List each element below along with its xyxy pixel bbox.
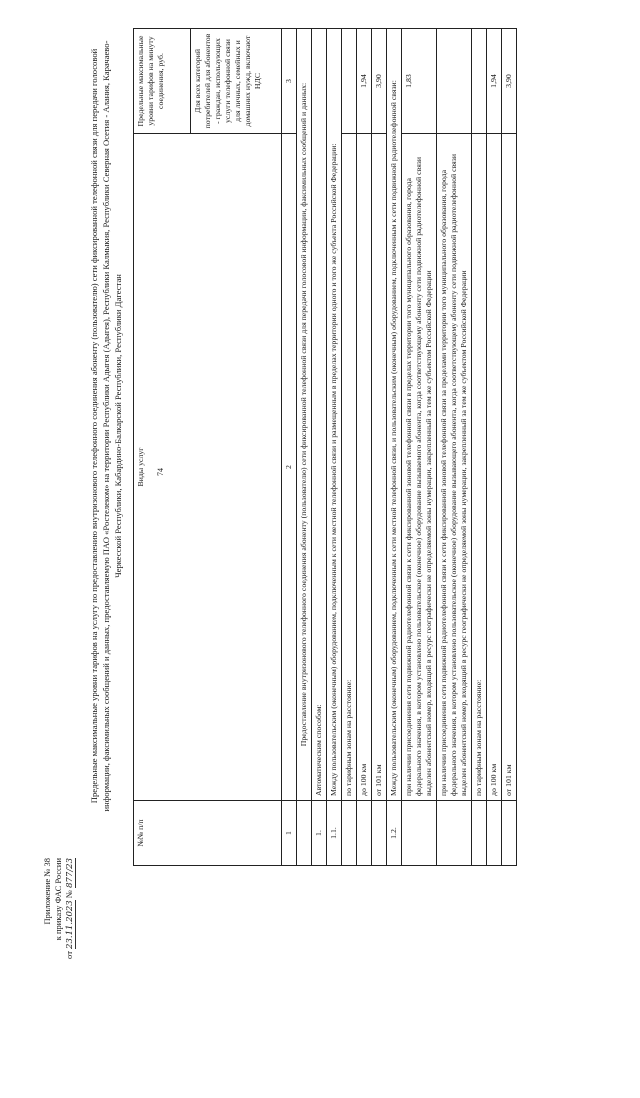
col-number-1: 1	[282, 801, 297, 866]
row-num	[342, 801, 357, 866]
page-number: 74	[156, 468, 165, 476]
table-row	[502, 29, 517, 866]
col-number-2: 2	[282, 134, 297, 801]
row-text: от 101 км	[372, 134, 387, 801]
table-row	[472, 29, 487, 866]
row-text: Автоматическим способом:	[312, 29, 327, 801]
table-row	[342, 29, 357, 866]
row-num	[357, 801, 372, 866]
row-value: 1,83	[402, 29, 437, 134]
table-row	[312, 29, 327, 866]
header-num: №№ п/п	[134, 801, 282, 866]
number-prefix: №	[64, 890, 74, 899]
row-text: по тарифным зонам на расстояние:	[472, 134, 487, 801]
row-num	[502, 801, 517, 866]
row-text: Между пользовательским (оконечным) оборудованием, подключенным к сети местной телефонной связи, и пользовательским (оконечным) оборудованием, подключенным к сети подвижной радиотелефонной связи:	[387, 29, 402, 801]
row-text: Между пользовательским (оконечным) оборудованием, подключенным к сети местной телефонной связи и размещенным в пределах территории одного и того же субъекта Российской Федерации:	[327, 29, 342, 801]
document-title: Предельные максимальные уровни тарифов на услугу по предоставлению внутризонового телефонного соединения абоненту (пользователю) сети фиксированной телефонной связи для передачи голосовой информации, факсимильных сообщений и данных, предоставляемую ПАО «Ростелеком» на территории Республики Адыгея (Адыгея), Республики Калмыкия, Республики Северная Осетия - Алания, Карачаево-Черкесской Республики, Кабардино-Балкарской Республики, Республики Дагестан	[89, 40, 123, 812]
row-text: от 101 км	[502, 134, 517, 801]
row-value: 1,94	[487, 29, 502, 134]
row-num	[372, 801, 387, 866]
row-num	[472, 801, 487, 866]
row-num	[487, 801, 502, 866]
row-text: по тарифным зонам на расстояние:	[342, 134, 357, 801]
table-row	[402, 29, 437, 866]
row-value	[437, 29, 472, 134]
row-num: 1.1.	[327, 801, 342, 866]
handwritten-order-number: 877/23	[65, 858, 75, 888]
row-num	[437, 801, 472, 866]
row-value: 1,94	[357, 29, 372, 134]
row-text: при наличии присоединения сети подвижной радиотелефонной связи к сети фиксированной зоновой телефонной связи за пределами территории того муниципального образования, города федерального значения, в котором установлено пользовательское (оконечное) оборудование вызывающего абонента, когда соответствующему абоненту сети подвижной радиотелефонной связи выделен абонентский номер, входящий в ресурс географически не определяемой зоны нумерации, закрепленный за тем же субъектом Российской Федерации	[437, 134, 472, 801]
row-value	[342, 29, 357, 134]
row-num: 1.2.	[387, 801, 402, 866]
appendix-title: Приложение № 38	[42, 858, 52, 925]
handwritten-date: 23.11.2023	[65, 900, 75, 949]
row-text: при наличии присоединения сети подвижной радиотелефонной связи к сети фиксированной зоновой телефонной связи в пределах территории того муниципального образования, города федерального значения, в котором установлено пользовательское (оконечное) оборудование вызываемого абонента, когда соответствующему абоненту сети подвижной радиотелефонной связи выделен абонентский номер, входящий в ресурс географически не определяемой зоны нумерации, закрепленный за тем же субъектом Российской Федерации	[402, 134, 437, 801]
appendix-date-line	[64, 858, 76, 1098]
table-row	[357, 29, 372, 866]
header-tariff-category: Для всех категорий потребителей для абонентов - граждан, использующих услуги телефонной связи для личных, семейных и домашних нужд, включают НДС	[191, 29, 282, 134]
section-num	[297, 801, 312, 866]
row-num: 1.	[312, 801, 327, 866]
date-prefix: от	[64, 951, 74, 959]
tariff-table	[133, 28, 517, 866]
appendix-order-ref: к приказу ФАС России	[53, 858, 63, 941]
table-row	[372, 29, 387, 866]
row-num	[402, 801, 437, 866]
row-value: 3,90	[502, 29, 517, 134]
header-tariffs: Предельные максимальные уровни тарифов на минуту соединения, руб.	[134, 29, 191, 134]
section-title: Предоставление внутризонового телефонного соединения абоненту (пользователю) сети фиксированной телефонной связи для передачи голосовой информации, факсимильных сообщений и данных:	[297, 29, 312, 801]
row-value: 3,90	[372, 29, 387, 134]
row-text: до 100 км	[357, 134, 372, 801]
table-row	[487, 29, 502, 866]
col-number-3: 3	[282, 29, 297, 134]
table-row	[437, 29, 472, 866]
table-row	[387, 29, 402, 866]
table-row	[327, 29, 342, 866]
appendix-header	[42, 858, 76, 1098]
header-services: Виды услуг	[134, 134, 282, 801]
row-value	[472, 29, 487, 134]
row-text: до 100 км	[487, 134, 502, 801]
